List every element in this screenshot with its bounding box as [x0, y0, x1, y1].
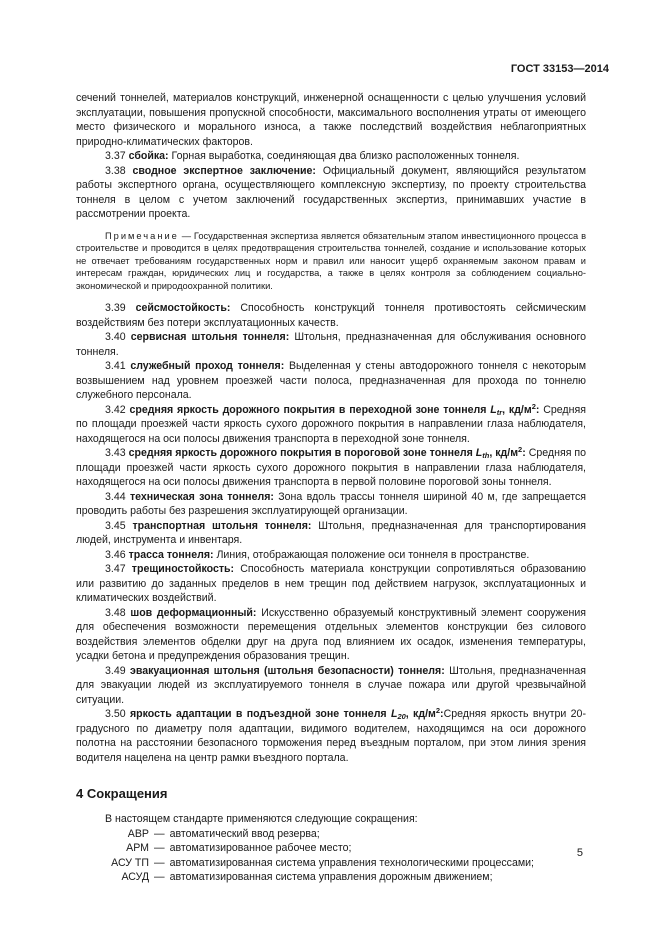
term-definition: Официальный документ, являющийся результатом работы экспертного органа, осуществляющего комплексную экспертизу, по проекту строительства тоннеля в целом с учетом заключений государственных экспертиз, принимавших участие в рассмотрении проекта.	[76, 164, 586, 220]
term-superscript: 2	[518, 445, 523, 455]
term-definition: Штольня, предназначенная для обслуживания основного тоннеля.	[76, 331, 586, 358]
term-definition: Средняя яркость внутри 20-градусного по диаметру поля адаптации, видимого водителем, находящимся на оси дорожного полотна на расстоянии безопасного торможения перед въездным порталом, при этом линия зрения водителя нацелена на центр рамки въездного портала.	[76, 708, 586, 764]
term-entry	[76, 164, 586, 222]
term-colon: :	[522, 447, 526, 460]
term-title: шов деформационный:	[130, 606, 257, 619]
term-definition: Горная выработка, соединяющая два близко расположенных тоннеля.	[171, 150, 520, 162]
term-text: средняя яркость дорожного покрытия в пороговой зоне тоннеля	[128, 447, 473, 460]
term-definition: Штольня, предназначенная для эвакуации людей из эксплуатируемого тоннеля в случае пожара или другой чрезвычайной ситуации.	[76, 664, 586, 706]
term-title	[130, 708, 444, 720]
term-definition: Искусственно образуемый конструктивный элемент сооружения для обеспечения возможности перемещения отдельных элементов конструкции без силового воздействия элементов обделки друг на друга под влиянием их осадок, изменения температуры, усадки бетона и предупреждения образования трещин.	[76, 606, 586, 663]
page-content	[76, 91, 586, 885]
term-title: трещиностойкость:	[131, 563, 235, 576]
term-unit: , кд/м	[405, 708, 436, 721]
term-number: 3.48	[105, 606, 126, 619]
term-title: техническая зона тоннеля:	[129, 490, 274, 503]
section-4-heading: 4 Сокращения	[76, 786, 168, 802]
term-number: 3.43	[105, 447, 126, 460]
term-entry	[76, 548, 586, 563]
term-title	[129, 447, 526, 459]
term-definition: Штольня, предназначенная для транспортирования людей, инструмента и инвентаря.	[76, 519, 586, 547]
term-number: 3.37	[105, 150, 126, 162]
term-superscript: 2	[435, 706, 441, 716]
term-definition: Способность материала конструкции сопротивляться образованию или развитию до заданных пределов в нем трещин под действием нагрузок, эксплуатационных и климатических воздействий.	[76, 563, 586, 605]
abbreviation-key: АСУ ТП	[111, 856, 149, 869]
term-entry	[76, 330, 586, 359]
abbreviation-list	[76, 827, 586, 885]
term-entry	[76, 606, 586, 664]
term-definition: Линия, отображающая положение оси тоннеля в пространстве.	[216, 548, 530, 561]
term-definition: Средняя по площади проезжей части яркость сухого дорожного покрытия в направлении глаза наблюдателя, находящегося на оси полосы движения транспорта в первой половине пороговой зоны тоннеля.	[76, 447, 587, 489]
abbreviation-key: АВР	[127, 827, 149, 840]
term-number: 3.49	[105, 664, 126, 677]
term-unit: , кд/м	[502, 403, 532, 416]
abbreviation-dash: —	[154, 842, 165, 855]
term-number: 3.45	[105, 519, 126, 532]
term-entry	[76, 562, 586, 606]
note-paragraph	[76, 230, 586, 293]
term-number: 3.44	[105, 490, 126, 503]
terms-group-b	[76, 301, 586, 403]
term-symbol: L	[390, 708, 398, 721]
term-entry	[76, 490, 586, 519]
terms-group-a	[76, 149, 586, 222]
term-title: сервисная штольня тоннеля:	[130, 331, 290, 344]
term-number: 3.46	[105, 548, 126, 561]
term-3-42	[76, 403, 586, 447]
abbreviation-item	[76, 856, 586, 871]
abbreviation-item	[76, 870, 586, 885]
term-title: эвакуационная штольня (штольня безопасности) тоннеля:	[129, 664, 445, 677]
term-number: 3.41	[105, 360, 126, 373]
term-3-43	[76, 446, 586, 490]
term-text: яркость адаптации в подъездной зоне тоннеля	[129, 708, 387, 721]
intro-paragraph: сечений тоннелей, материалов конструкций, инженерной оснащенности с целью улучшения условий эксплуатации, повышения пропускной способности, максимального восполнения утраты от имеющего место физического и морального износа, а также последствий воздействия неблагоприятных природно-климатических факторов.	[76, 92, 586, 148]
term-subscript: tr	[496, 407, 503, 417]
term-unit: , кд/м	[489, 447, 519, 460]
term-title	[129, 401, 540, 417]
note-text: — Государственная экспертиза является обязательным этапом инвестиционного процесса в строительстве и проводится в целях предотвращения строительства тоннелей, создание и использование которых не отвечает требованиям государственных норм и правил или наносит ущерб охраняемым законом правам и интересам граждан, юридических лиц и государства, а также в целях контроля за соблюдением социально-экономической и природоохранной политики.	[76, 230, 587, 291]
note-label: Примечание	[105, 230, 179, 241]
abbreviation-item	[76, 827, 586, 842]
abbreviation-key: АСУД	[121, 871, 149, 884]
abbreviation-item	[76, 841, 586, 856]
term-number: 3.47	[105, 563, 126, 576]
term-definition: Зона вдоль трассы тоннеля шириной 40 м, где запрещается проводить работы без разрешения эксплуатирующей организации.	[76, 490, 586, 518]
term-superscript: 2	[531, 401, 536, 411]
term-subscript: th	[482, 451, 490, 461]
term-text: средняя яркость дорожного покрытия в переходной зоне тоннеля	[129, 403, 487, 416]
term-entry	[76, 301, 586, 330]
abbreviation-text: автоматизированное рабочее место;	[169, 842, 352, 855]
abbreviation-key: АРМ	[126, 842, 149, 855]
term-definition: Способность конструкций тоннеля противостоять сейсмическим воздействиям без потери эксплуатационных качеств.	[76, 302, 586, 329]
term-number: 3.50	[105, 708, 126, 721]
term-entry	[76, 359, 586, 403]
section-4-intro: В настоящем стандарте применяются следующие сокращения:	[105, 813, 418, 826]
abbreviation-dash: —	[154, 827, 165, 840]
term-title: служебный проход тоннеля:	[130, 360, 285, 373]
term-symbol: L	[490, 403, 497, 416]
term-title: трасса тоннеля:	[128, 548, 214, 561]
term-title: сейсмостойкость:	[135, 302, 231, 315]
term-entry	[76, 149, 586, 164]
terms-group-c	[76, 490, 586, 708]
term-title: транспортная штольня тоннеля:	[132, 519, 312, 532]
term-number: 3.38	[105, 164, 126, 177]
page-number: 5	[576, 847, 583, 859]
term-definition: Средняя по площади проезжей части яркость сухого дорожного покрытия в направлении глаза наблюдателя, находящегося на оси полосы движения транспорта в переходной зоне тоннеля.	[76, 403, 586, 445]
term-title: сводное экспертное заключение:	[132, 164, 316, 177]
term-number: 3.39	[105, 302, 126, 315]
term-definition: Выделенная у стены автодорожного тоннеля с некоторым возвышением над уровнем проезжей части полоса, предназначенная для прохода по тоннелю служебного персонала.	[76, 360, 586, 402]
term-colon: :	[535, 403, 540, 416]
abbreviation-dash: —	[154, 871, 165, 884]
term-title: сбойка:	[128, 150, 169, 162]
abbreviation-text: автоматизированная система управления дорожным движением;	[169, 871, 493, 884]
term-entry	[76, 519, 586, 548]
term-3-50	[76, 707, 586, 765]
term-colon: :	[440, 708, 444, 721]
standard-number: ГОСТ 33153—2014	[510, 63, 609, 75]
term-subscript: 20	[397, 712, 406, 722]
term-symbol: L	[475, 447, 483, 460]
abbreviation-text: автоматический ввод резерва;	[169, 827, 320, 840]
abbreviation-text: автоматизированная система управления технологическими процессами;	[169, 856, 534, 869]
term-number: 3.40	[105, 331, 126, 344]
term-entry	[76, 664, 586, 708]
abbreviation-dash: —	[154, 856, 165, 869]
term-number: 3.42	[105, 403, 126, 416]
